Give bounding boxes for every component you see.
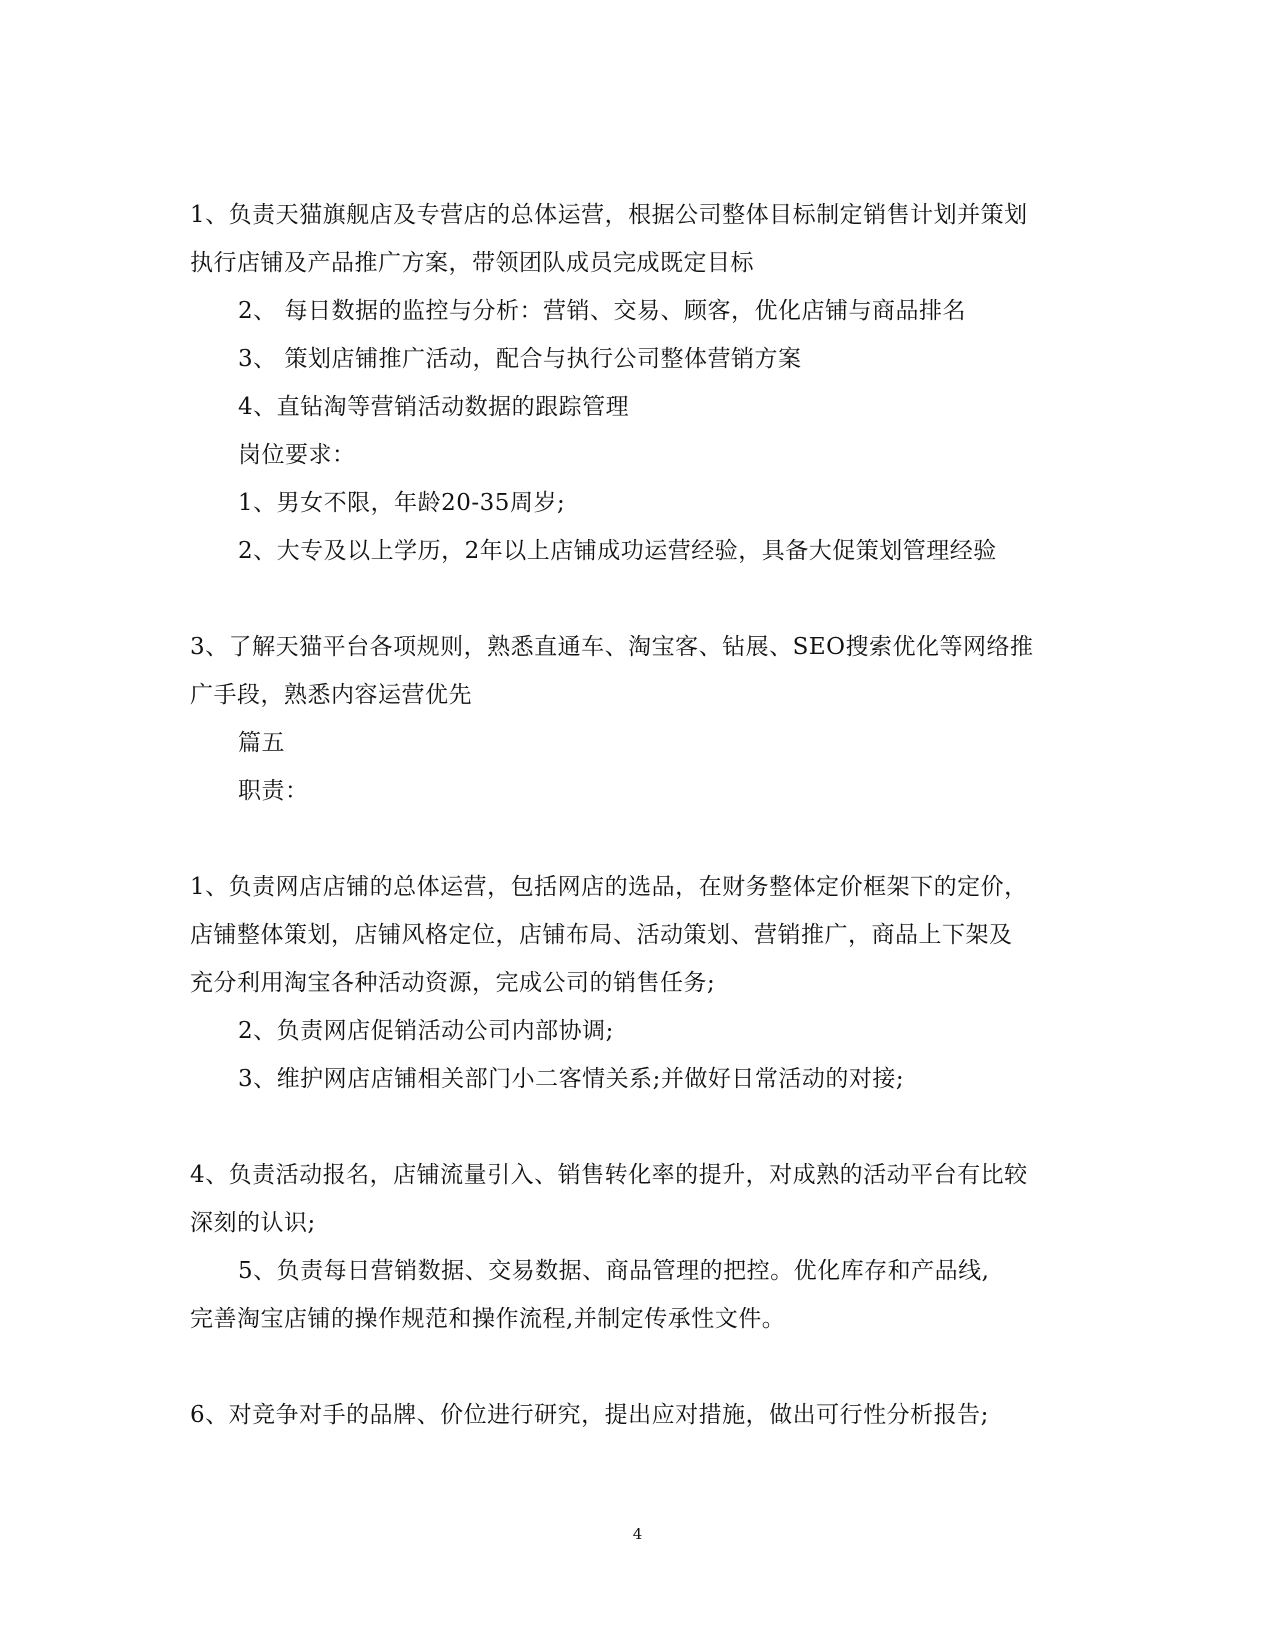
paragraph-line-3: 2、 每日数据的监控与分析：营销、交易、顾客，优化店铺与商品排名 <box>238 298 966 324</box>
paragraph-line-15: 充分利用淘宝各种活动资源，完成公司的销售任务; <box>190 970 716 996</box>
paragraph-line-18: 4、负责活动报名，店铺流量引入、销售转化率的提升，对成熟的活动平台有比较 <box>190 1162 1028 1188</box>
page-number: 4 <box>632 1525 643 1543</box>
section-heading-part-five: 篇五 <box>238 730 285 756</box>
paragraph-line-1: 1、负责天猫旗舰店及专营店的总体运营，根据公司整体目标制定销售计划并策划 <box>190 202 1028 228</box>
paragraph-line-21: 完善淘宝店铺的操作规范和操作流程,并制定传承性文件。 <box>190 1306 786 1332</box>
paragraph-line-7: 1、男女不限，年龄20-35周岁; <box>238 490 566 516</box>
paragraph-line-16: 2、负责网店促销活动公司内部协调; <box>238 1018 614 1044</box>
paragraph-line-19: 深刻的认识; <box>190 1210 316 1236</box>
paragraph-line-14: 店铺整体策划，店铺风格定位，店铺布局、活动策划、营销推广，商品上下架及 <box>190 922 1013 948</box>
paragraph-line-4: 3、 策划店铺推广活动，配合与执行公司整体营销方案 <box>238 346 802 372</box>
paragraph-line-13: 1、负责网店店铺的总体运营，包括网店的选品，在财务整体定价框架下的定价， <box>190 874 1028 900</box>
paragraph-line-22: 6、对竞争对手的品牌、价位进行研究，提出应对措施，做出可行性分析报告; <box>190 1402 989 1428</box>
paragraph-line-5: 4、直钻淘等营销活动数据的跟踪管理 <box>238 394 630 420</box>
paragraph-line-2: 执行店铺及产品推广方案，带领团队成员完成既定目标 <box>190 250 754 276</box>
paragraph-line-8: 2、大专及以上学历，2年以上店铺成功运营经验，具备大促策划管理经验 <box>238 538 997 564</box>
section-heading-duties: 职责： <box>238 778 309 804</box>
paragraph-line-9: 3、了解天猫平台各项规则，熟悉直通车、淘宝客、钻展、SEO搜索优化等网络推 <box>190 634 1034 660</box>
section-heading-requirements: 岗位要求： <box>238 442 356 468</box>
paragraph-line-17: 3、维护网店店铺相关部门小二客情关系;并做好日常活动的对接; <box>238 1066 905 1092</box>
paragraph-line-20: 5、负责每日营销数据、交易数据、商品管理的把控。优化库存和产品线, <box>238 1258 990 1284</box>
paragraph-line-10: 广手段，熟悉内容运营优先 <box>190 682 472 708</box>
